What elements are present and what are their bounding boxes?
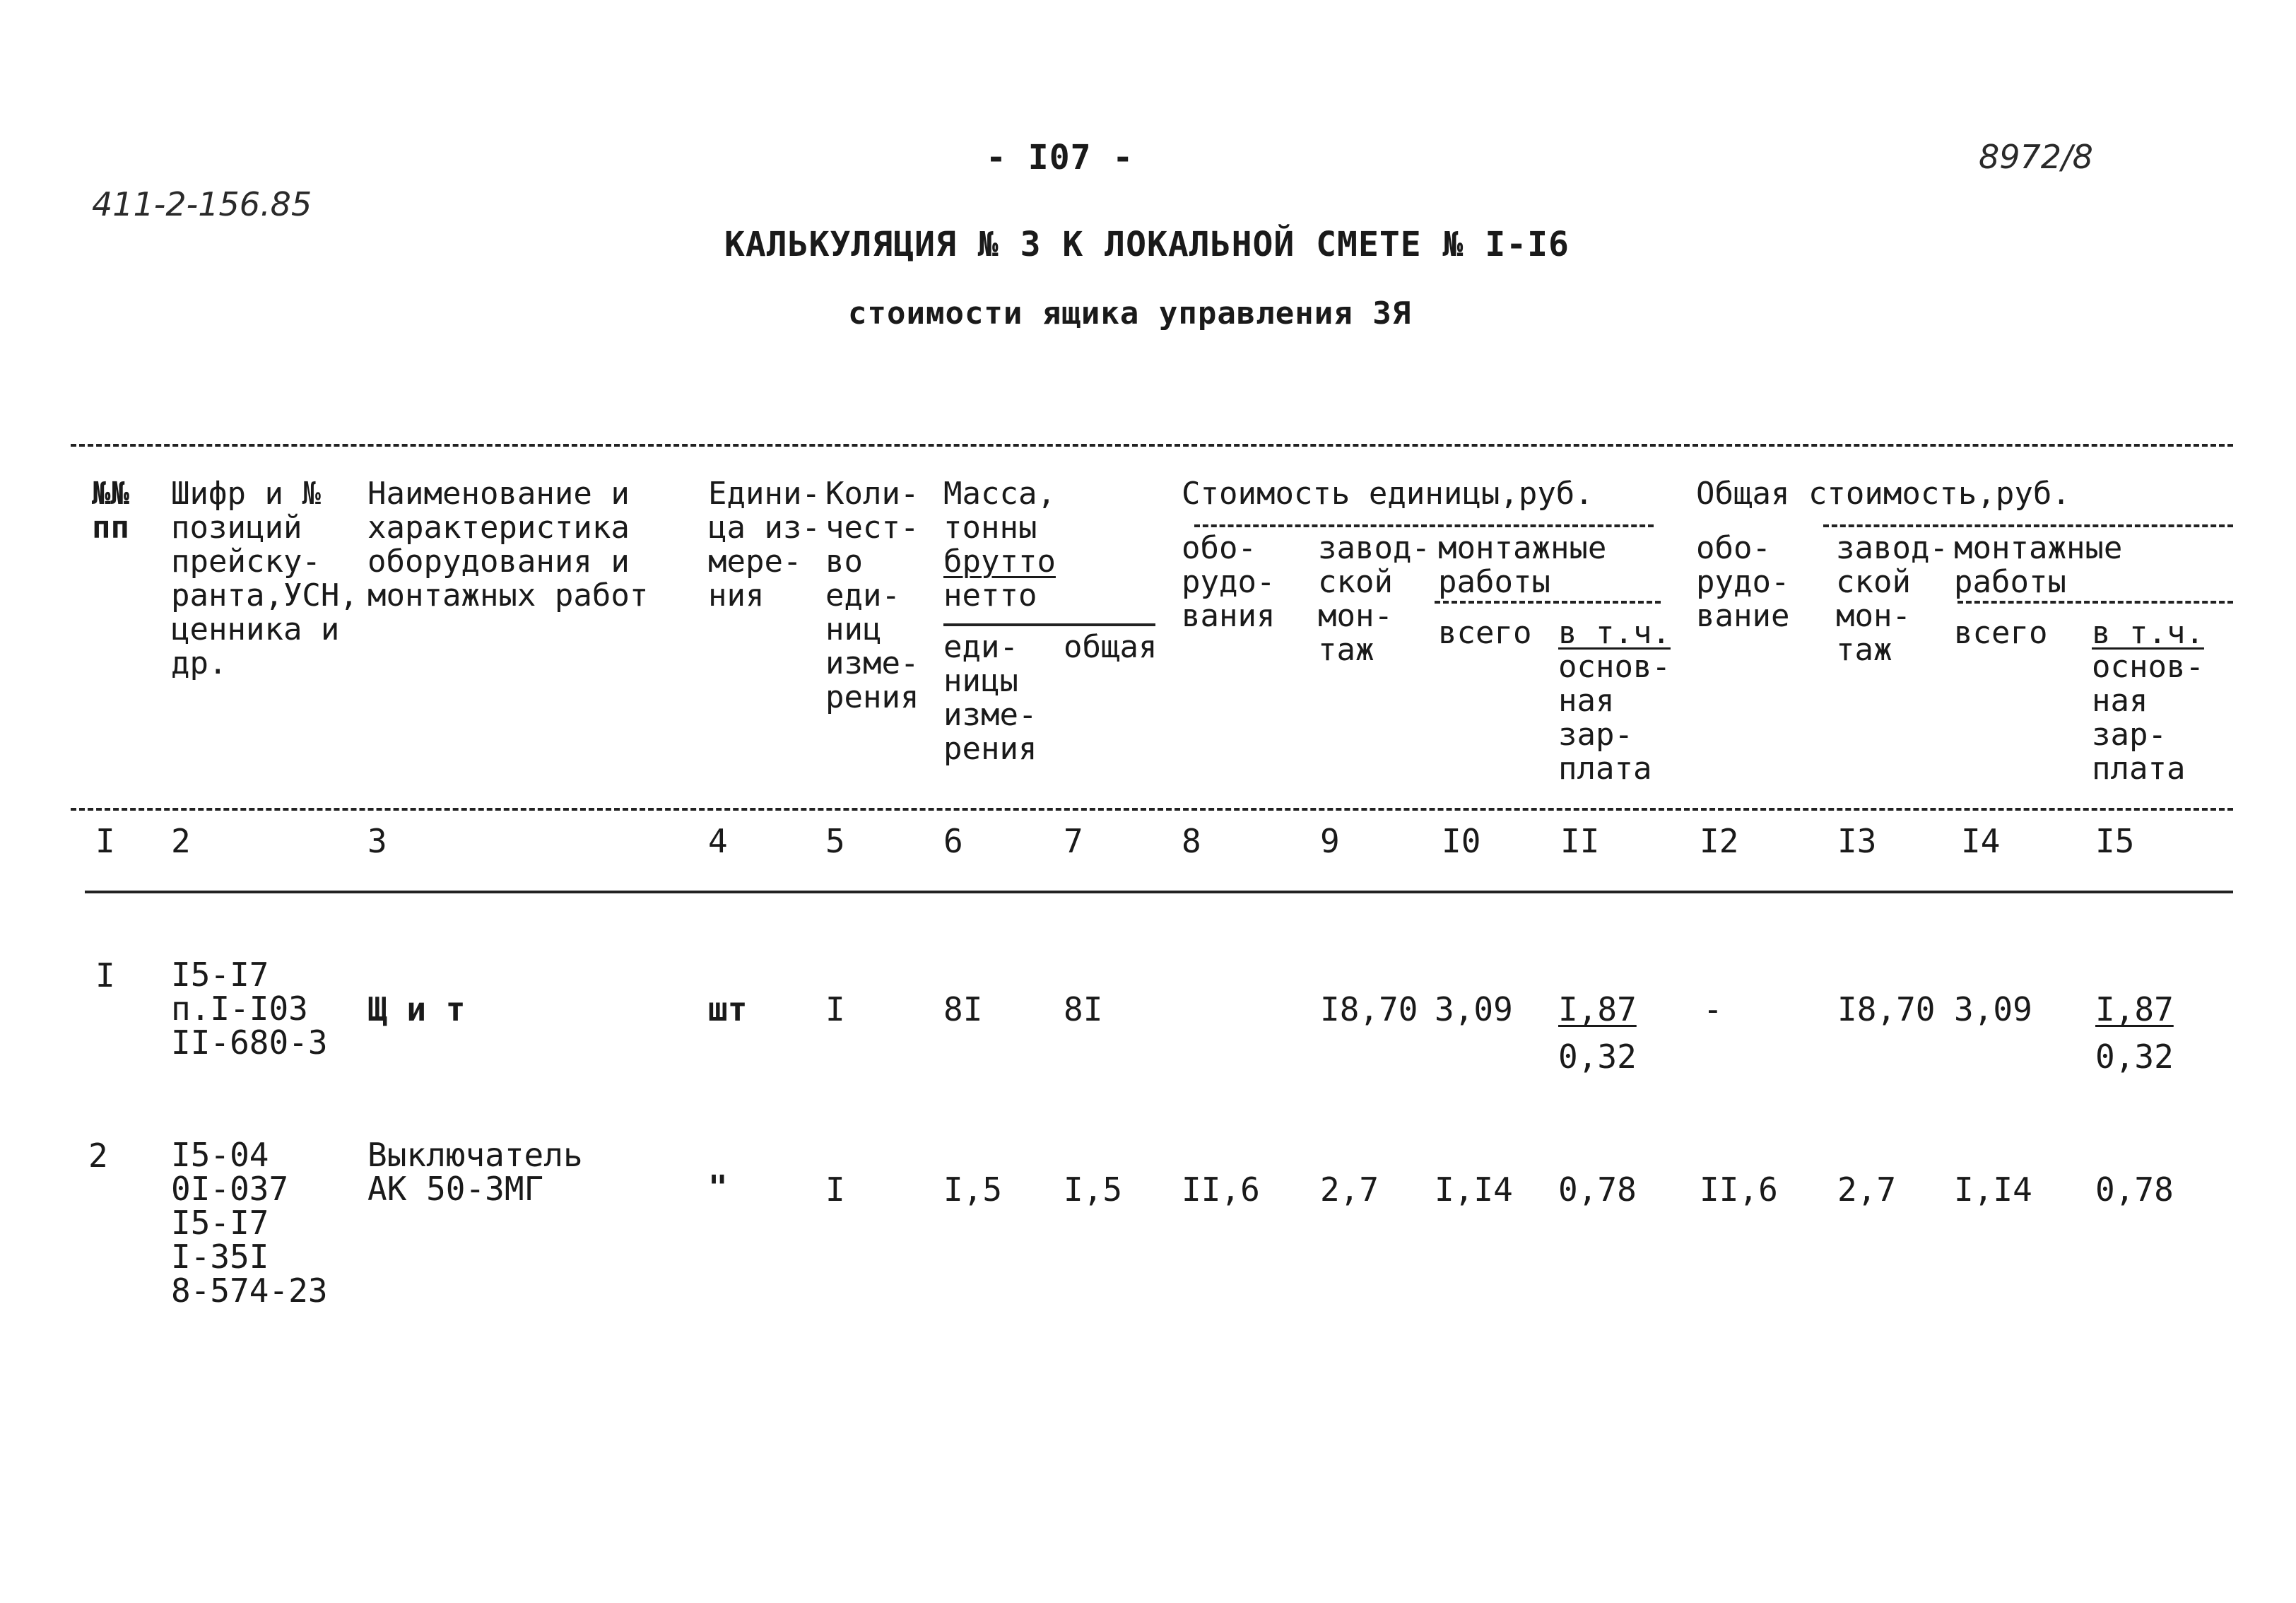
table-top-rule	[71, 444, 2233, 447]
row-factory-total: I8,70	[1837, 990, 1936, 1028]
column-number-10: I0	[1442, 822, 1481, 860]
header-col-11-label: в т.ч.	[1558, 615, 1671, 651]
document-title: КАЛЬКУЛЯЦИЯ № 3 К ЛОКАЛЬНОЙ СМЕТЕ № I-I6	[724, 225, 1570, 264]
page-number: - I07 -	[986, 138, 1134, 177]
row-salary-unit: 0,32	[1558, 1038, 1637, 1076]
row-unit: шт	[708, 990, 748, 1028]
row-number: 2	[88, 1137, 108, 1175]
header-total-cost-group: Общая стоимость,руб.	[1696, 476, 2071, 512]
header-unit-cost-group: Стоимость единицы,руб.	[1182, 476, 1594, 512]
row-works-unit-incl: I,87	[1558, 990, 1637, 1028]
row-mass-total: 8I	[1064, 990, 1103, 1028]
column-number-1: I	[95, 822, 115, 860]
column-number-14: I4	[1961, 822, 2001, 860]
header-works-total: монтажные работы	[1954, 530, 2123, 600]
row-works-unit: I,I4	[1435, 1170, 1513, 1209]
row-works-total-incl: I,87	[2095, 990, 2174, 1028]
document-code: 411-2-156.85	[92, 185, 312, 223]
header-col-12: обо- рудо- вание	[1696, 530, 1790, 634]
column-number-4: 4	[708, 822, 728, 860]
row-name: Щ и т	[367, 990, 466, 1028]
row-mass-total: I,5	[1064, 1170, 1123, 1209]
column-number-9: 9	[1320, 822, 1340, 860]
header-mass: Масса, тонны	[943, 476, 1056, 546]
row-quantity: I	[825, 1170, 845, 1209]
row-code: I5-I7 п.I-I03 II-680-3	[171, 956, 328, 1062]
row-equipment-total: -	[1703, 990, 1723, 1028]
row-salary-unit: 0,78	[1558, 1170, 1637, 1209]
header-col-5: Коли- чест- во еди- ниц изме- рения	[825, 476, 919, 715]
document-subtitle: стоимости ящика управления ЗЯ	[848, 295, 1412, 331]
header-col-1: №№ пп	[92, 476, 129, 546]
works-unit-rule	[1435, 601, 1661, 604]
column-number-7: 7	[1064, 822, 1083, 860]
row-salary-total: 0,78	[2095, 1170, 2174, 1209]
header-col-3: Наименование и характеристика оборудования и монтажных работ	[367, 476, 649, 613]
mass-sub-rule	[943, 623, 1155, 626]
header-col-11: основ- ная зар- плата	[1558, 649, 1671, 787]
header-col-7: общая	[1064, 629, 1158, 665]
column-number-12: I2	[1700, 822, 1739, 860]
column-number-5: 5	[825, 822, 845, 860]
total-cost-group-rule	[1823, 524, 2233, 527]
sheet-reference: 8972/8	[1979, 138, 2093, 176]
unit-cost-group-rule	[1194, 524, 1654, 527]
header-col-9: завод- ской мон- таж	[1318, 530, 1430, 668]
row-factory-unit: 2,7	[1320, 1170, 1379, 1209]
header-col-13: завод- ской мон- таж	[1836, 530, 1948, 668]
header-col-4: Едини- ца из- мере- ния	[708, 476, 820, 613]
row-works-unit: 3,09	[1435, 990, 1513, 1028]
header-col-14: всего	[1954, 615, 2048, 651]
header-col-6: еди- ницы изме- рения	[943, 629, 1037, 767]
row-equipment-total: II,6	[1700, 1170, 1778, 1209]
row-code: I5-04 0I-037 I5-I7 I-35I 8-574-23	[171, 1136, 328, 1310]
column-number-2: 2	[171, 822, 191, 860]
row-quantity: I	[825, 990, 845, 1028]
header-mass-netto: нетто	[943, 577, 1037, 613]
column-numbers-rule	[85, 891, 2233, 893]
row-mass-unit: 8I	[943, 990, 983, 1028]
row-name: Выключатель АК 50-3МГ	[367, 1136, 583, 1208]
header-col-15: основ- ная зар- плата	[2092, 649, 2204, 787]
row-factory-total: 2,7	[1837, 1170, 1897, 1209]
column-number-8: 8	[1182, 822, 1201, 860]
works-total-rule	[1958, 601, 2233, 604]
column-number-15: I5	[2095, 822, 2135, 860]
column-number-6: 6	[943, 822, 963, 860]
header-col-10: всего	[1438, 615, 1532, 651]
row-works-total: I,I4	[1954, 1170, 2032, 1209]
header-col-2: Шифр и № позиций прейску- ранта,УСН, ценника и др.	[171, 476, 358, 681]
header-bottom-rule	[71, 808, 2233, 811]
header-col-15-label: в т.ч.	[2092, 615, 2204, 651]
header-col-8: обо- рудо- вания	[1182, 530, 1276, 634]
column-number-13: I3	[1837, 822, 1877, 860]
row-unit: "	[708, 1168, 728, 1206]
row-number: I	[95, 956, 115, 994]
row-factory-unit: I8,70	[1320, 990, 1418, 1028]
row-equipment-unit: II,6	[1182, 1170, 1260, 1209]
row-mass-unit: I,5	[943, 1170, 1003, 1209]
row-works-total: 3,09	[1954, 990, 2032, 1028]
column-number-3: 3	[367, 822, 387, 860]
row-salary-total: 0,32	[2095, 1038, 2174, 1076]
column-number-11: II	[1560, 822, 1600, 860]
header-mass-brutto: брутто	[943, 544, 1056, 580]
header-works-unit: монтажные работы	[1438, 530, 1607, 600]
